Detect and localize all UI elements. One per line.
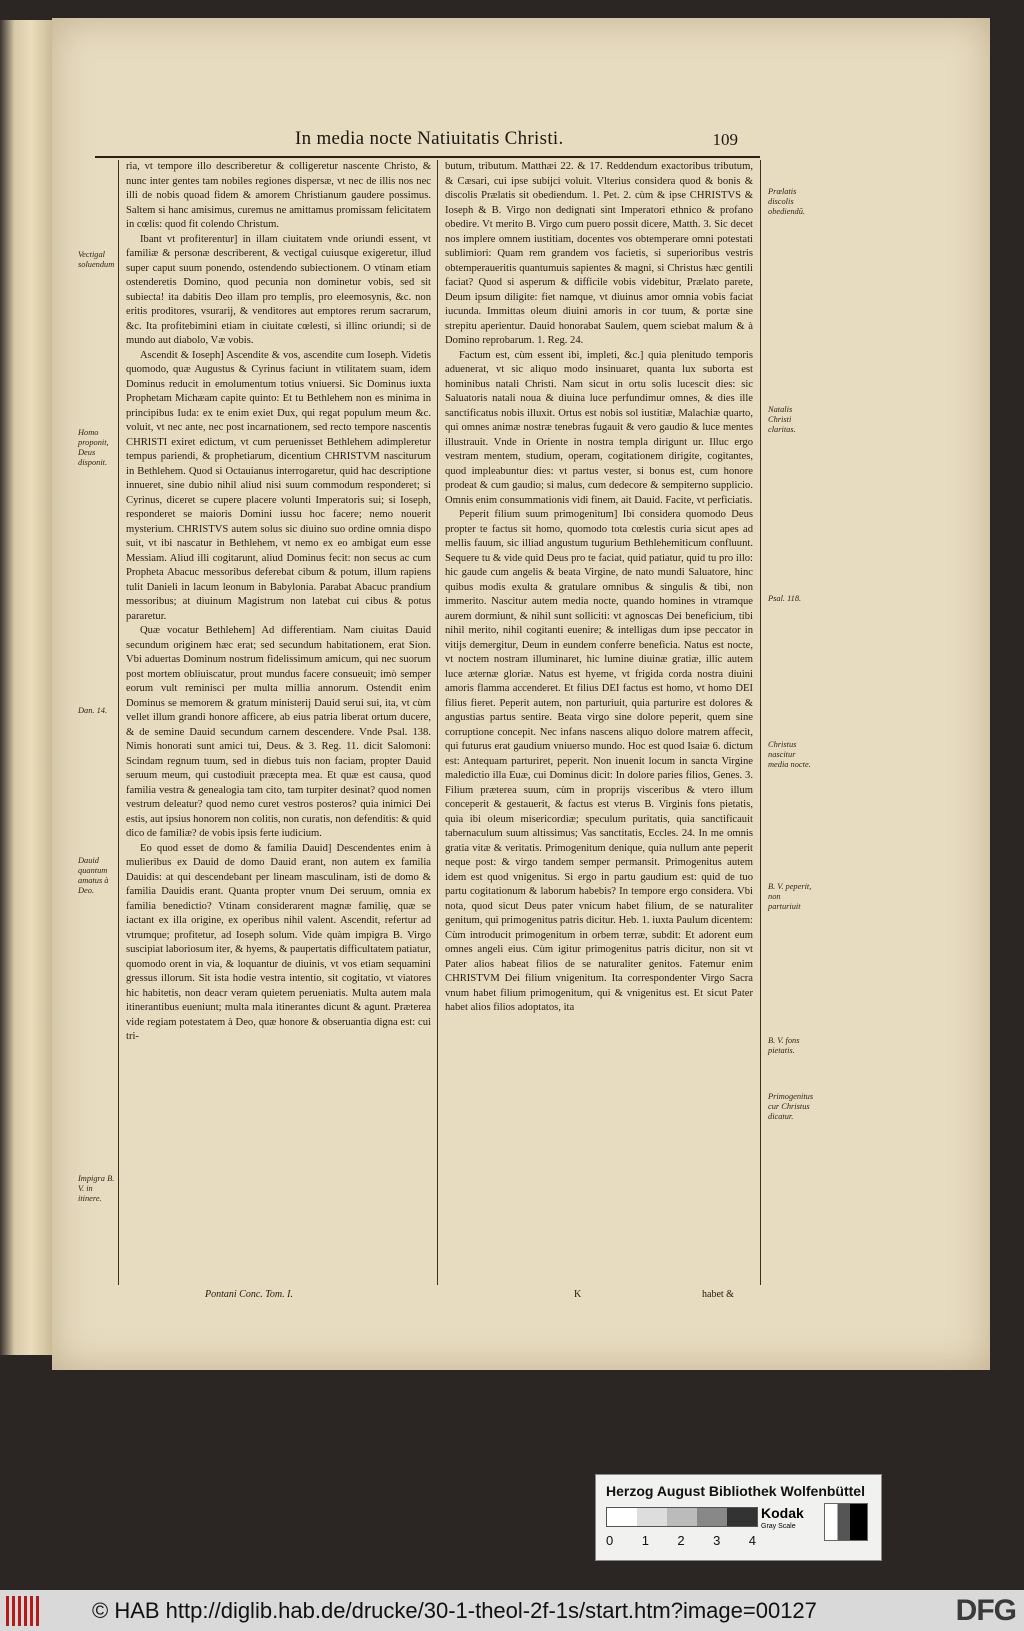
page-header	[95, 124, 760, 160]
source-url[interactable]: © HAB http://diglib.hab.de/drucke/30-1-theol-2f-1s/start.htm?image=00127	[92, 1598, 817, 1623]
margin-note: Dauid quantum amatus à Deo.	[78, 856, 109, 895]
dfg-logo: DFG	[955, 1594, 1016, 1627]
gray-scale-bar	[606, 1507, 758, 1527]
previous-page-text	[6, 60, 46, 1350]
margin-note: Impigra B. V. in itinere.	[78, 1174, 115, 1203]
margin-note: Prælatis discolis obediendū.	[768, 187, 805, 216]
scale-number: 1	[641, 1533, 649, 1548]
margin-note: B. V. fons pietatis.	[768, 1036, 800, 1055]
header-rule	[95, 156, 760, 158]
signature-mark: K	[574, 1289, 582, 1300]
paragraph: Ibant vt profiterentur] in illam ciuitatem vnde oriundi essent, vt familiæ & personæ describerent, & vectigal cuiusque exigeretur, illud super caput suum ponendo, ostendendo subiectionem. O vtinam etiam ostenderetis Domino, quod pecunia non dominetur vobis, sed sit subiecta! ita dabitis Deo illam pro templis, pro eleemosynis, &c. non eritis proditores, vsurarij, & venditores aut emptores rerum sacrarum, &c. Ita profitebimini etiam in ciuitate cœlesti, si illinc oriundi; si de mundo aut diabolo, Væ vobis.	[126, 233, 431, 346]
previous-page-edge	[0, 20, 52, 1355]
margin-note: Homo proponit, Deus disponit.	[78, 428, 109, 467]
margin-note: Psal. 118.	[768, 594, 802, 603]
paragraph: Eo quod esset de domo & familia Dauid] Descendentes enim à mulieribus ex Dauid de domo Dauid erant, non autem ex familia Dauidis: at qui descendebant per lineam masculinam, isti de domo & familia Dauidis erant. Quanta propter vnum Dei seruum, omnia ex familia benedictio? Vtinam considerarent magnæ familię, quæ se iactant ex illa origine, ex operibus nihil valent. Ascendit, refertur ad vtrumque; profitetur, ad Ioseph solum. Vide quàm impigra B. Virgo suscipiat laboriosum iter, & hyems, & paupertatis difficultatem patiatur, quomodo orent in via, & loquantur de diuinis, vt vos etiam sequamini gressus illorum. Sit ista hodie vestra intentio, sit cogitatio, vt viatores hic habitetis, non deacr veram quietem perueniatis. Multa autem mala itinerantibus eueniunt; multa mala itinerantes dicunt & agunt. Præterea vide regiam potestatem à Deo, quæ honore & obseruantia digna est: cui tri-	[126, 842, 431, 1042]
margin-note: Natalis Christi claritas.	[768, 405, 796, 434]
margin-note: Primogenitus cur Christus dicatur.	[768, 1092, 814, 1121]
footer-left: Pontani Conc. Tom. I.	[205, 1289, 293, 1300]
left-outer-rule	[118, 160, 119, 1285]
scale-number: 0	[606, 1533, 614, 1548]
margin-note: Vectigal soluendum	[78, 250, 115, 269]
source-bar	[0, 1590, 1024, 1631]
grayscale-label: Gray Scale	[761, 1523, 796, 1530]
library-color-card	[595, 1474, 882, 1561]
library-name: Herzog August Bibliothek Wolfenbüttel	[606, 1483, 865, 1499]
page-number: 109	[712, 130, 738, 149]
right-outer-rule	[760, 160, 761, 1285]
paragraph: Peperit filium suum primogenitum] Ibi considera quomodo Deus propter te factus sit homo, quomodo tota cœlestis curia sicut apes ad mellis fauum, sic illiad angustum tugurium Bethlehemiticum confluunt. Sequere tu & vide quid Deus pro te faciat, quid patiatur, quid tu pro illo: hic gaude cum angelis & beata Virgine, de nato mundi Saluatore, hinc quibus modis exulta & gratulare omnibus & singulis & tibi, non immerito. Nascitur autem media nocte, quando homines in vtramque aurem dormiunt, & nihil sunt solliciti: vt agnoscas Dei beneficium, tibi nihil merito, nihil cogitanti euenire; & intelligas dum ipse peccator in vitijs demergitur, Deum in eundem conferre beneficia. Natus est nocte, vt noctem nostram illuminaret, hic lumine diuinæ gratiæ, illic autem luce æternæ gloriæ. Natus est hyeme, vt frigida corda nostra diuini amoris flamma accenderet. Et filius DEI factus est homo, vt homo DEI filius fieret. Peperit autem, non parturiuit, quia parturire est dolores & angustias partus sentire. Beata virgo sine dolore peperit, quem sine corruptione concepit. Nec infans nascens aliquo dolore matrem affecit, qui futurus erat gaudium vniuerso mundo. Hoc est quod Isaiæ 6. dictum est: Antequam parturiret, peperit. Non inuenit locum in sancta Virgine maledictio illa Euæ, cui Dominus dicit: In dolore paries filios, Genes. 3. Filium præterea suum, cùm in proprijs visceribus & vtero illum conceperit & gestauerit, & factus est vterus B. Virginis fons pietatis, quia ibi oleum misericordiæ; speculum puritatis, quia sanctificauit tabernaculum suum altissimus; Vas sanctitatis, Eccles. 24. In me omnis gratia vitæ & veritatis. Primogenitum denique, quia nullum ante peperit neque post: & virgo tandem semper permansit. Primogenitus autem idem est quod vnigenitus. Si ergo in partu gaudium est: quid de tuo partu cogitationum & laborum habebis? In tempore ergo considera. Vbi nota, quod sicut Deus pater vnicum habet filium, de se naturaliter genitum, qui primogenitus patris dicitur. Heb. 1. iuxta Paulum dicentem: Cùm introducit primogenitum in orbem terræ, subdit: Et adorent eum omnes angeli eius. Cùm igitur primogenitus patris dicitur, non sit vt Pater alios habeat filios de se naturaliter genitos. Fatemur enim CHRISTVM Dei filium vnigenitum. Ita correspondenter Virgo Sacra vnum habet filium primogenitum, qui & vnigenitus est. Et sicut Pater habet alios filios adoptatos, ita	[445, 509, 753, 1013]
gray-chip	[824, 1503, 868, 1541]
margin-note: Dan. 14.	[78, 706, 108, 715]
column-divider	[437, 160, 438, 1285]
catchword: habet &	[702, 1289, 734, 1300]
paragraph: Quæ vocatur Bethlehem] Ad differentiam. Nam ciuitas Dauid secundum originem hæc erat; sed secundum habitationem, erat Sion. Vbi aduertas Dominum nostrum fidelissimum amicum, qui nec suorum post mortem obliuiscatur, prout mundus facere consueuit; imò semper eorum vult reminisci per multa millia annorum. Ostendit enim Dominus se memorem & gratum ministerij Dauid serui sui, ita, vt cùm vellet illum grandi honore afficere, ab eius patria liberat ortum ducere, & de semine Dauid secundum carnem descendere. Vnde Psal. 138. Nimis honorati sunt amici tui, Deus. & 3. Reg. 11. dicit Salomoni: Scindam regnum tuum, sed in diebus tuis non faciam, propter Dauid seruum meum, qui custodiuit præcepta mea. Et quæ est causa, quod familia vestra & genealogia tam cito, tam turpiter desinat? quod nomen vestrum deleatur? quod nemo curet vestros posteros? quia inimici Dei estis, aut ipsius honorem non colitis, non curatis, non defenditis: & quid dico de familiæ? de vobis ipsis ferte iudicium.	[126, 625, 431, 839]
kodak-label: Kodak	[761, 1505, 804, 1521]
paragraph: Factum est, cùm essent ibi, impleti, &c.] quia plenitudo temporis aduenerat, vt sic aliquo modo insinuaret, quanta lux suborta est hominibus natali Christi. Nam sicut in ortu solis lucescit dies: sic Saluatoris natali noua & diuina luce perfundimur omnes, & dies ille sanctificatus nobis illuxit. Ortus est nobis sol iustitiæ, Malachiæ quarto, qui omnes animæ nostræ tenebras fugauit & vero gaudio & luce mentes illustrauit. Vnde in Oriente in nostra templa dirigunt ur. Illuc ergo vestram mentem, studium, operam, cogitationem dirigite, cogitantes, quod impleabuntur dies: vt partus vester, si bonus est, cum honore prodeat & cum gaudio; si malus, cum dedecore & sempiterno supplicio. Omnis enim consummationis vidi finem, ait Dauid. Facite, vt perficiatis.	[445, 349, 753, 506]
scale-number: 4	[748, 1533, 756, 1548]
paragraph: ria, vt tempore illo describeretur & colligeretur nascente Christo, & nunc inter gentes tam nobiles regiones dispersæ, vt nec de illis nos nec illi de nobis quoad fidem & amorem Christianum gaudere possimus. Saltem si hanc amisimus, curemus ne amittamus promissam felicitatem in cœlis: quod fit colendo Christum.	[126, 161, 431, 230]
paragraph: Ascendit & Ioseph] Ascendite & vos, ascendite cum Ioseph. Videtis quomodo, quæ Augustus & Cyrinus faciunt in vtilitatem suam, idem Dominus reducit in emolumentum totius vniuersi. Sic Dominus iuxta Prophetam Michæam capite quinto: Et tu Bethlehem non es minima in principibus Iuda: ex te enim exiet Dux, qui regat populum meum &c. voluit, vt nec ante, nec post incarnationem, sed recto tempore nascentis CHRISTI exiret edictum, vt cum peruenisset Bethlehem adimpleretur tempus pariendi, & prophetiarum, dicentium CHRISTVM nasciturum in Bethlehem. Quod si Octauianus interrogaretur, quid hac descriptione innueret, sine dubio nihil aliud nisi suum commodum responderet; si Cyrinus, diceret se cupere placere volunti Imperatoris sui; si Ioseph, responderet se maioris Domini iussu hoc facere; nemo nouerit mysterium. CHRISTVS autem solus sic diuino suo ordine omnia dispo suit, vt ibi nascatur in Bethlehem, vt nemo ex eo ambigat eum esse Messiam. Aliud illi cogitarunt, aliud Dominus fecit: non secus ac cum Propheta Abacuc messoribus deferebat cibum & potum, illum rapiens tulit Danieli in lacum leonum in Babylonia. Parabat Abacuc prandium messoribus; at diuinum Magistrum non latebat cui cibus & potus pararetur.	[126, 349, 431, 622]
margin-note: B. V. peperit, non parturiuit	[768, 882, 812, 911]
running-title: In media nocte Natiuitatis Christi.	[295, 128, 564, 149]
scale-numbers	[606, 1533, 756, 1548]
paragraph: butum, tributum. Matthæi 22. & 17. Reddendum exactoribus tributum, & Cæsari, cui ipse subijci voluit. Vlterius considera quod & bonis & discolis Prælatis sit obediendum. 1. Pet. 2. cùm & ipse CHRISTVS & Ioseph & B. Virgo non dedignati sint Imperatori ethnico & profano obedire. Vt merito B. Virgo cum puero possit dicere, Matth. 3. Sic decet nos implere omnem iustitiam, docentes vos obtemperare omni potestati sublimiori: Quam rem grandem vos facietis, si superioribus vestris obtemperaueritis quantumuis sapientes & magni, si Christus hæc gentili faciat? Quod si asperum & difficile vobis videbitur, Prælato parete, Deum ipsum diligite: fiet namque, vt diuinus amor omnia vobis faciat iucunda. Immittas oleum diuini amoris in cor tuum, & portæ sine strepitu aperientur. Dauid honorabat Saulem, quem sciebat malum & à Domino reprobarum. 1. Reg. 24.	[445, 161, 753, 346]
margin-note: Christus nascitur media nocte.	[768, 740, 811, 769]
scale-number: 3	[713, 1533, 721, 1548]
scale-number: 2	[677, 1533, 685, 1548]
hab-logo-icon	[6, 1596, 44, 1626]
left-text-column	[126, 160, 431, 1288]
right-text-column	[445, 160, 753, 1288]
